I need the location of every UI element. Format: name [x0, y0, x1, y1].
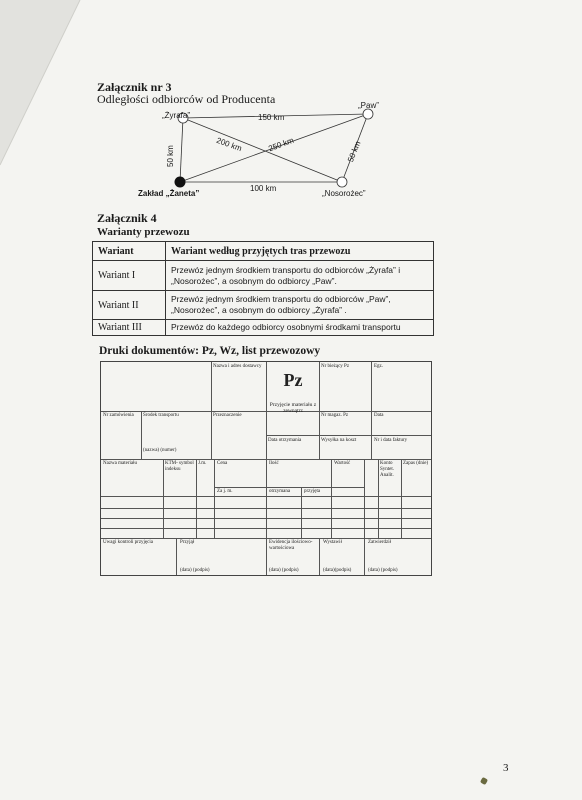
col-value: Wartość	[334, 461, 351, 466]
table-row	[93, 291, 434, 320]
annex3-title: Załącznik nr 3	[97, 80, 172, 94]
variant-desc: Przewóz jednym środkiem transportu do odbiorców „Żyrafa” i „Nosorożec”, a osobnym do odbiorcy „Paw”.	[166, 261, 434, 291]
col-accepted: przyjęta	[304, 489, 321, 494]
label-paw: „Paw”	[358, 101, 379, 110]
field-date: Data	[374, 413, 384, 418]
field-warehouse-number: Nr magaz. Pz	[321, 413, 349, 418]
col-stock: Zapas (dnie)	[403, 461, 429, 466]
label-zaklad: Zakład „Żaneta”	[138, 189, 200, 198]
field-supplier: Nazwa i adres dostawcy	[213, 364, 262, 369]
signature-line-1: (data) (podpis)	[180, 568, 210, 573]
field-shipping-cost: Wysyłka na koszt	[321, 438, 357, 443]
page-fold-shadow	[0, 0, 90, 170]
annex4-subtitle: Warianty przewozu	[97, 226, 190, 238]
node-nosorozec	[337, 177, 347, 187]
col-material-name: Nazwa materiału	[103, 461, 138, 466]
field-transport: Środek transportu	[143, 413, 179, 418]
field-copy: Egz.	[374, 364, 384, 369]
page-number: 3	[503, 762, 509, 774]
docs-title: Druki dokumentów: Pz, Wz, list przewozowy	[99, 345, 321, 357]
col-unit: J.m.	[198, 461, 207, 466]
field-name-number: (nazwa) (numer)	[143, 448, 177, 453]
annex3-subtitle: Odległości odbiorców od Producenta	[97, 92, 276, 106]
col-quantity: Ilość	[269, 461, 279, 466]
scan-mark	[480, 777, 488, 785]
field-received-date: Data otrzymania	[268, 438, 302, 443]
field-approved-by: Zatwierdził	[368, 540, 392, 545]
field-purpose: Przeznaczenie	[213, 413, 242, 418]
dist-zyrafa-zaklad: 50 km	[166, 145, 175, 167]
table-row	[93, 320, 434, 336]
dist-zyrafa-paw: 150 km	[258, 113, 285, 122]
col-account: Konto Syntet. Analit.	[380, 461, 395, 478]
dist-zyrafa-nosorozec: 200 km	[215, 135, 243, 154]
col-price: Cena	[217, 461, 228, 466]
pz-code: Pz	[283, 370, 303, 390]
field-accepted-by: Przyjął	[180, 540, 195, 545]
signature-line-4: (data) (podpis)	[368, 568, 398, 573]
col-ktm: KTM- symbol indeksu	[165, 461, 194, 472]
field-order-number: Nr zamówienia	[103, 413, 134, 418]
variant-desc: Przewóz jednym środkiem transportu do odbiorców „Paw”, „Nosorożec”, a osobnym do odbiorcy „Żyrafa” .	[166, 291, 434, 320]
pz-form	[100, 361, 432, 576]
variant-name: Wariant I	[93, 261, 166, 291]
dist-zaklad-paw: 250 km	[267, 135, 295, 154]
col-received: otrzymana	[269, 489, 291, 494]
field-issued-by: Wystawił	[323, 540, 342, 545]
pz-description: Przyjęcie materiału z zewnątrz	[269, 402, 317, 414]
variant-name: Wariant III	[93, 320, 166, 336]
signature-line-3: (data)(podpis)	[323, 568, 352, 573]
variants-table	[92, 241, 434, 336]
dist-paw-nosorozec: 50 km	[346, 139, 363, 164]
table-row	[93, 261, 434, 291]
node-zaklad	[175, 177, 186, 188]
signature-line-2: (data) (podpis)	[269, 568, 299, 573]
label-nosorozec: „Nosorożec”	[322, 189, 366, 198]
label-zyrafa: „Żyrafa”	[162, 111, 190, 120]
node-paw	[363, 109, 373, 119]
edge-zyrafa-zaklad	[180, 118, 183, 182]
field-inspection-notes: Uwagi kontroli przyjęcia	[103, 540, 153, 545]
variant-desc: Przewóz do każdego odbiorcy osobnymi środkami transportu	[166, 320, 434, 336]
annex4-title: Załącznik 4	[97, 211, 157, 225]
field-invoice: Nr i data faktury	[374, 438, 408, 443]
col-per-unit: Za j. m.	[217, 489, 233, 494]
variant-name: Wariant II	[93, 291, 166, 320]
variants-header-variant: Wariant	[93, 242, 166, 261]
field-current-number: Nr bieżący Pz	[321, 364, 350, 369]
dist-zaklad-nosorozec: 100 km	[250, 184, 277, 193]
variants-header-desc: Wariant według przyjętych tras przewozu	[166, 242, 434, 261]
field-inventory-record: Ewidencja ilościowo-wartościowa	[269, 540, 313, 551]
